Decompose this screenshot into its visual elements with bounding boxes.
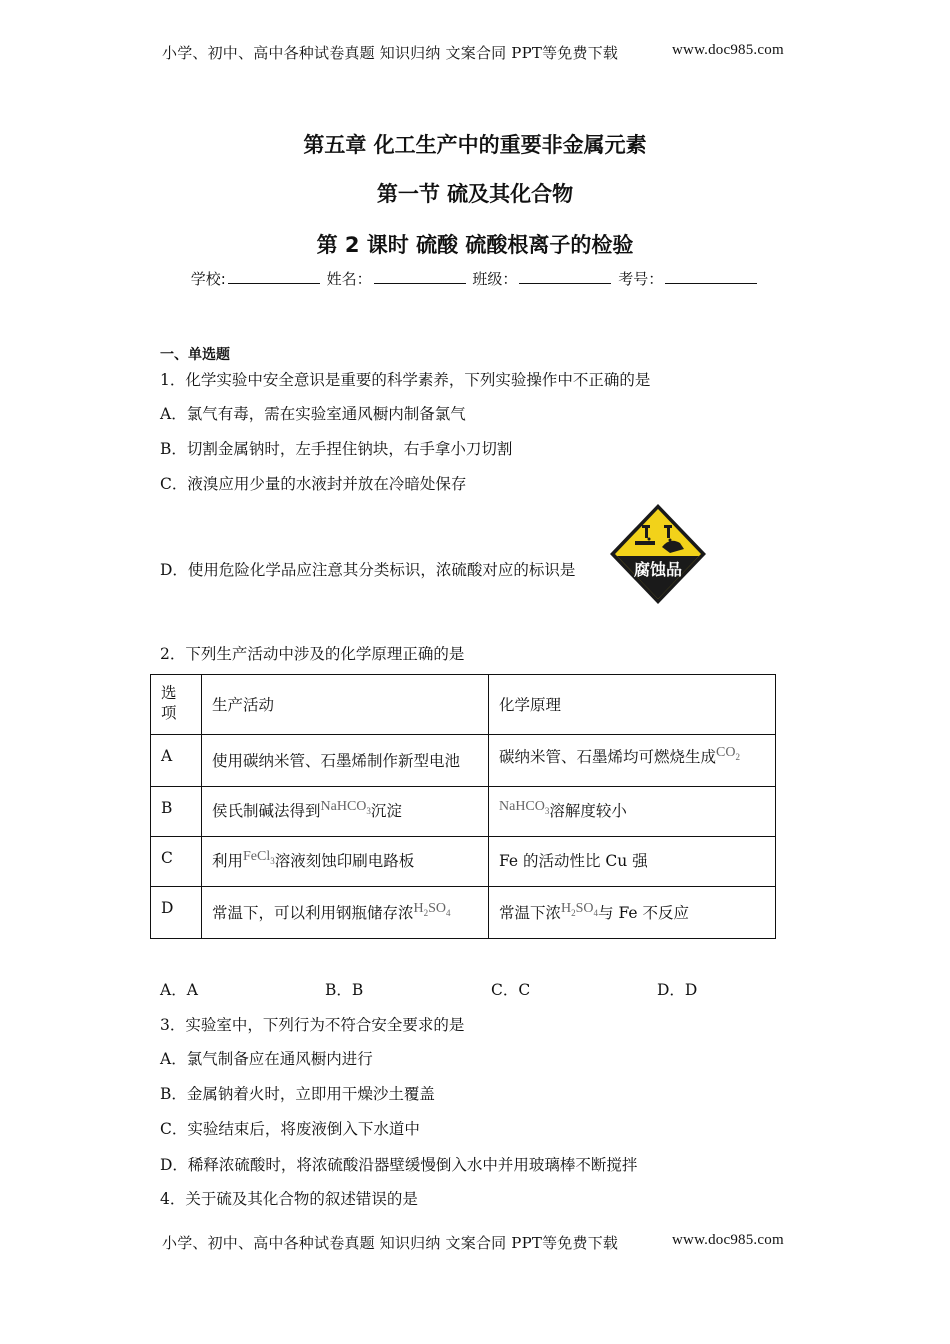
principle-text: 常温下浓: [499, 904, 562, 922]
header-activity: 生产活动: [212, 696, 275, 714]
row-option: D: [161, 899, 174, 917]
q2-option-a: A．A: [160, 981, 198, 999]
q2-table: [150, 674, 776, 939]
row-activity: [202, 887, 488, 923]
student-info: [0, 268, 950, 289]
q2-stem: 2．下列生产活动中涉及的化学原理正确的是: [160, 645, 465, 663]
row-option: B: [161, 799, 173, 817]
header-principle: 化学原理: [499, 696, 562, 714]
principle-text: 溶解度较小: [549, 802, 627, 820]
exam-no-blank: [665, 269, 757, 284]
school-label: 学校:: [190, 270, 226, 288]
q3-stem: 3．实验室中，下列行为不符合安全要求的是: [160, 1016, 465, 1034]
activity-text: 溶液刻蚀印刷电路板: [274, 852, 415, 870]
class-blank: [519, 269, 611, 284]
formula-nahco3: NaHCO$_3$: [499, 799, 550, 816]
q4-stem: 4．关于硫及其化合物的叙述错误的是: [160, 1190, 418, 1208]
table-row: [151, 887, 776, 939]
q3-option-a: A．氯气制备应在通风橱内进行: [160, 1050, 373, 1068]
row-option: C: [161, 849, 173, 867]
q2-option-c: C．C: [491, 981, 531, 999]
q1-option-b: B．切割金属钠时，左手捏住钠块，右手拿小刀切割: [160, 440, 513, 458]
header-text: 小学、初中、高中各种试卷真题 知识归纳 文案合同 PPT等免费下载: [162, 44, 619, 62]
q1-option-c: C．液溴应用少量的水液封并放在冷暗处保存: [160, 475, 467, 493]
exam-no-label: 考号：: [618, 270, 664, 288]
lesson-title: 第 2 课时 硫酸 硫酸根离子的检验: [316, 233, 634, 257]
section-title: 第一节 硫及其化合物: [376, 182, 574, 206]
table-row: [151, 837, 776, 887]
activity-text: 侯氏制碱法得到: [212, 802, 321, 820]
row-activity: 使用碳纳米管、石墨烯制作新型电池: [212, 752, 461, 770]
row-activity: [202, 837, 488, 871]
q2-option-d: D．D: [657, 981, 698, 999]
header-option: 选项: [161, 684, 177, 722]
class-label: 班级：: [472, 270, 518, 288]
q3-option-d: D．稀释浓硫酸时，将浓硫酸沿器壁缓慢倒入水中并用玻璃棒不断搅拌: [160, 1156, 638, 1174]
formula-nahco3: NaHCO$_3$: [320, 799, 371, 816]
formula-fecl3: FeCl$_3$: [243, 849, 275, 866]
formula-co2: $CO_2$: [716, 745, 740, 762]
row-principle: Fe 的活动性比 Cu 强: [499, 852, 648, 870]
q2-option-b: B．B: [325, 981, 364, 999]
chapter-title: 第五章 化工生产中的重要非金属元素: [303, 133, 647, 157]
principle-text: 与 Fe 不反应: [598, 904, 689, 922]
footer-text: 小学、初中、高中各种试卷真题 知识归纳 文案合同 PPT等免费下载: [162, 1234, 619, 1252]
q1-option-d: D．使用危险化学品应注意其分类标识，浓硫酸对应的标识是: [160, 561, 576, 579]
formula-h2so4: $H_2SO_4$: [413, 901, 451, 918]
row-principle: [489, 787, 775, 821]
row-principle: [489, 735, 775, 767]
row-option: A: [161, 747, 173, 765]
principle-text: 碳纳米管、石墨烯均可燃烧生成: [499, 748, 717, 766]
q1-stem: 1．化学实验中安全意识是重要的科学素养，下列实验操作中不正确的是: [160, 371, 651, 389]
activity-text: 沉淀: [370, 802, 402, 820]
sign-label: 腐蚀品: [633, 560, 683, 579]
section-heading: 一、单选题: [160, 347, 230, 363]
corrosive-icon: [609, 503, 707, 605]
row-activity: [202, 787, 488, 821]
table-header-row: [151, 675, 776, 735]
q1-option-a: A．氯气有毒，需在实验室通风橱内制备氯气: [160, 405, 466, 423]
school-blank: [228, 269, 320, 284]
q3-option-c: C．实验结束后，将废液倒入下水道中: [160, 1120, 420, 1138]
table-row: [151, 787, 776, 837]
q3-option-b: B．金属钠着火时，立即用干燥沙土覆盖: [160, 1085, 435, 1103]
formula-h2so4: $H_2SO_4$: [561, 901, 599, 918]
footer-url: www.doc985.com: [672, 1232, 784, 1248]
header-url: www.doc985.com: [672, 42, 784, 58]
activity-text: 利用: [212, 852, 244, 870]
table-row: [151, 735, 776, 787]
corrosive-hazard-sign: [609, 503, 707, 605]
activity-text: 常温下，可以利用钢瓶储存浓: [212, 904, 414, 922]
row-principle: [489, 887, 775, 923]
name-label: 姓名：: [326, 270, 372, 288]
name-blank: [374, 269, 466, 284]
